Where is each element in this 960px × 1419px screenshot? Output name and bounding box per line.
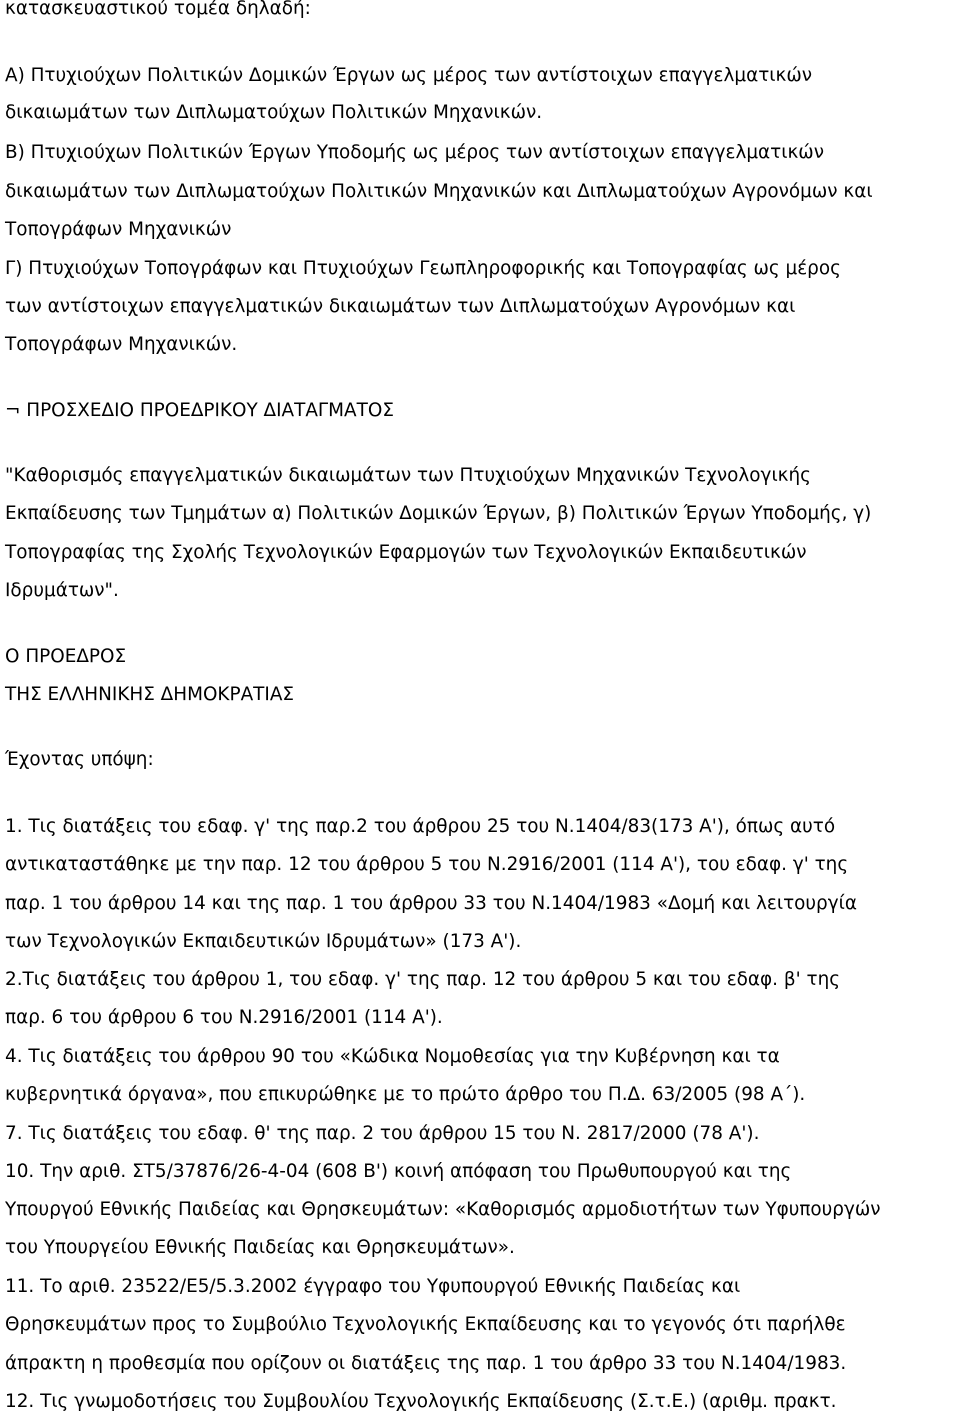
reference-line: 12. Τις γνωμοδοτήσεις του Συμβουλίου Τεχνολογικής Εκπαίδευσης (Σ.τ.Ε.) (αριθμ. πρακτ.: [5, 1391, 837, 1412]
intro-line: Α) Πτυχιούχων Πολιτικών Δομικών Έργων ως μέρος των αντίστοιχων επαγγελματικών: [5, 65, 813, 86]
reference-line: παρ. 1 του άρθρου 14 και της παρ. 1 του άρθρου 33 του Ν.1404/1983 «Δομή και λειτουργία: [5, 893, 857, 914]
draft-heading: ¬ ΠΡΟΣΧΕΔΙΟ ΠΡΟΕΔΡΙΚΟΥ ΔΙΑΤΑΓΜΑΤΟΣ: [5, 400, 394, 421]
intro-line: Β) Πτυχιούχων Πολιτικών Έργων Υποδομής ως μέρος των αντίστοιχων επαγγελματικών: [5, 142, 824, 163]
intro-line: Τοπογράφων Μηχανικών.: [5, 334, 238, 355]
reference-line: 10. Την αριθ. ΣΤ5/37876/26-4-04 (608 Β') κοινή απόφαση του Πρωθυπουργού και της: [5, 1161, 792, 1182]
decree-title-line: Τοπογραφίας της Σχολής Τεχνολογικών Εφαρμογών των Τεχνολογικών Εκπαιδευτικών: [5, 542, 807, 563]
reference-line: 4. Τις διατάξεις του άρθρου 90 του «Κώδικα Νομοθεσίας για την Κυβέρνηση και τα: [5, 1046, 780, 1067]
reference-line: αντικαταστάθηκε με την παρ. 12 του άρθρου 5 του Ν.2916/2001 (114 Α'), του εδαφ. γ' της: [5, 854, 849, 875]
considering-heading: Έχοντας υπόψη:: [5, 749, 154, 770]
intro-line: κατασκευαστικού τομέα δηλαδή:: [5, 0, 311, 19]
decree-title-line: Εκπαίδευσης των Τμημάτων α) Πολιτικών Δομικών Έργων, β) Πολιτικών Έργων Υποδομής, γ): [5, 503, 872, 524]
reference-line: των Τεχνολογικών Εκπαιδευτικών Ιδρυμάτων» (173 Α').: [5, 931, 522, 952]
reference-line: 7. Τις διατάξεις του εδαφ. θ' της παρ. 2 του άρθρου 15 του Ν. 2817/2000 (78 Α').: [5, 1123, 760, 1144]
president-line-2: ΤΗΣ ΕΛΛΗΝΙΚΗΣ ΔΗΜΟΚΡΑΤΙΑΣ: [5, 684, 295, 705]
reference-line: 2.Τις διατάξεις του άρθρου 1, του εδαφ. γ' της παρ. 12 του άρθρου 5 και του εδαφ. β' της: [5, 969, 841, 990]
reference-line: 1. Τις διατάξεις του εδαφ. γ' της παρ.2 του άρθρου 25 του Ν.1404/83(173 Α'), όπως αυτό: [5, 816, 836, 837]
reference-line: του Υπουργείου Εθνικής Παιδείας και Θρησκευμάτων».: [5, 1237, 515, 1258]
decree-title-line: Ιδρυμάτων".: [5, 580, 119, 601]
intro-line: δικαιωμάτων των Διπλωματούχων Πολιτικών Μηχανικών.: [5, 102, 543, 123]
reference-line: παρ. 6 του άρθρου 6 του Ν.2916/2001 (114 Α').: [5, 1007, 443, 1028]
reference-line: άπρακτη η προθεσμία που ορίζουν οι διατάξεις της παρ. 1 του άρθρο 33 του Ν.1404/1983.: [5, 1353, 847, 1374]
intro-line: δικαιωμάτων των Διπλωματούχων Πολιτικών Μηχανικών και Διπλωματούχων Αγρονόμων και: [5, 181, 873, 202]
intro-line: των αντίστοιχων επαγγελματικών δικαιωμάτων των Διπλωματούχων Αγρονόμων και: [5, 296, 796, 317]
president-line-1: Ο ΠΡΟΕΔΡΟΣ: [5, 646, 127, 667]
intro-line: Τοπογράφων Μηχανικών: [5, 219, 232, 240]
reference-line: Υπουργού Εθνικής Παιδείας και Θρησκευμάτων: «Καθορισμός αρμοδιοτήτων των Υφυπουργών: [5, 1199, 881, 1220]
intro-line: Γ) Πτυχιούχων Τοπογράφων και Πτυχιούχων Γεωπληροφορικής και Τοπογραφίας ως μέρος: [5, 258, 841, 279]
reference-line: κυβερνητικά όργανα», που επικυρώθηκε με το πρώτο άρθρο του Π.Δ. 63/2005 (98 Α΄).: [5, 1084, 806, 1105]
reference-line: 11. Το αριθ. 23522/Ε5/5.3.2002 έγγραφο του Υφυπουργού Εθνικής Παιδείας και: [5, 1276, 741, 1297]
decree-title-line: "Καθορισμός επαγγελματικών δικαιωμάτων των Πτυχιούχων Μηχανικών Τεχνολογικής: [5, 465, 811, 486]
reference-line: Θρησκευμάτων προς το Συμβούλιο Τεχνολογικής Εκπαίδευσης και το γεγονός ότι παρήλθε: [5, 1314, 846, 1335]
